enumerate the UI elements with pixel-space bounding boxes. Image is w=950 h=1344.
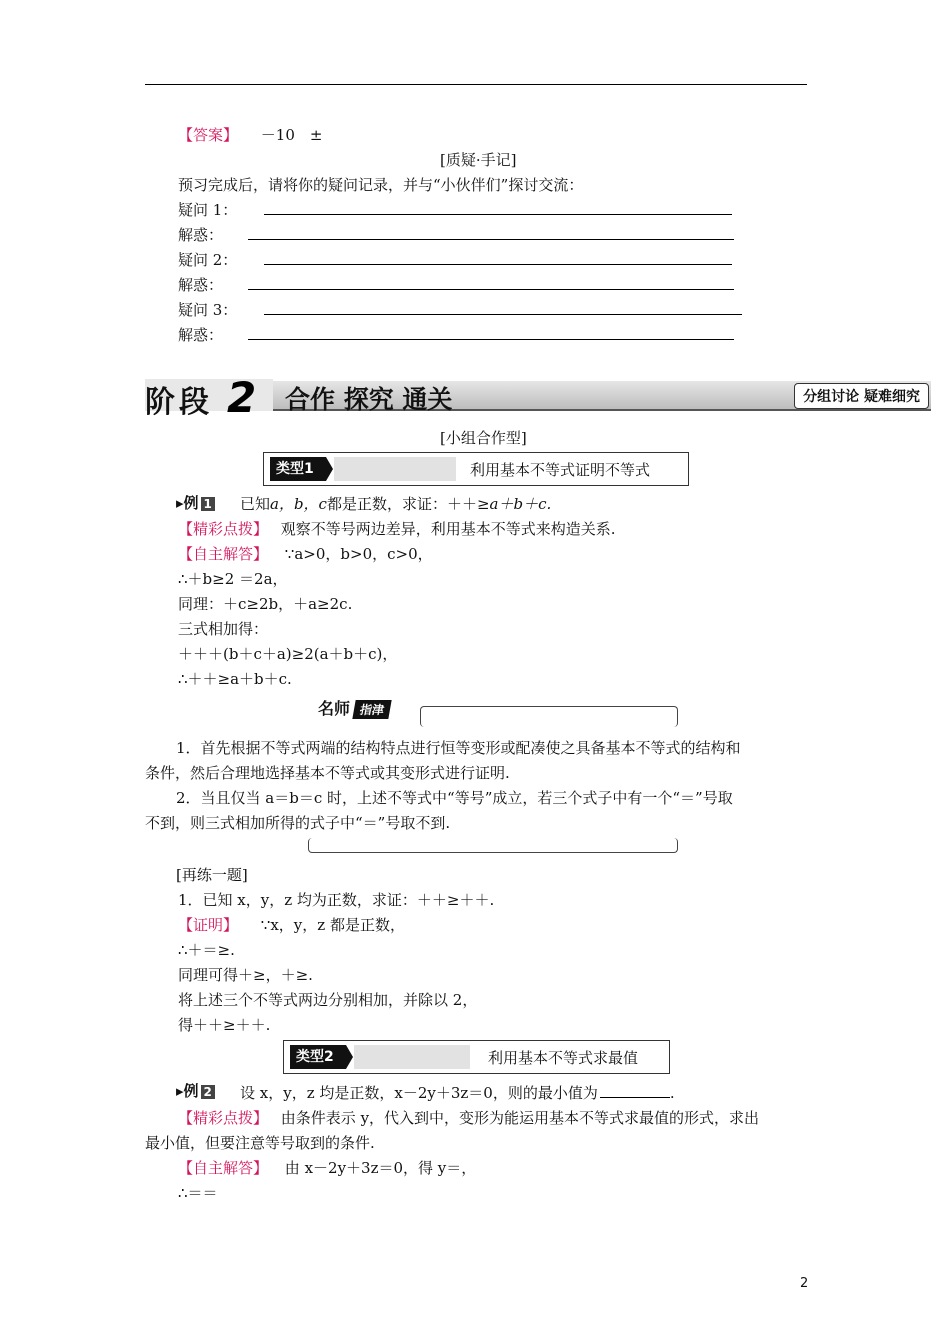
example2-problem-end: . [669,1084,675,1102]
example1-solve [178,543,433,564]
arrow-right-icon [326,457,333,481]
teacher-box-title [318,696,390,719]
example2-hint [178,1107,759,1128]
teacher-badge: 指津 [352,700,391,719]
example1-num: 1 [201,497,215,511]
example1-problem-b: 都是正数，求证：＋＋≥ [326,495,490,513]
answer-text: －10 ± [260,126,323,144]
note-line-3 [178,249,732,270]
example1-step: 三式相加得： [178,620,269,638]
practice-proof [178,914,405,935]
solve-tag: 【自主解答】 [178,1159,269,1177]
proof-tag: 【证明】 [178,916,239,934]
teacher-p2b: 不到，则三式相加所得的式子中“＝”号取不到. [145,814,451,832]
note-label: 解惑： [178,276,224,294]
example2-solve [178,1157,476,1178]
stage-label: 阶段 [145,385,213,420]
type1-text: 利用基本不等式证明不等式 [470,461,651,479]
example2-problem [240,1082,675,1103]
type1-box [263,452,689,486]
answer-blank[interactable] [600,1083,670,1098]
page-number: 2 [800,1276,809,1291]
note-label: 解惑： [178,226,224,244]
note-line-1 [178,199,732,220]
stage-number: 2 [227,373,257,422]
solve-first: ∵a>0，b>0，c>0， [284,545,433,563]
hint-text: 观察不等号两边差异，利用基本不等式来构造关系. [280,520,616,538]
practice-step: 得＋＋≥＋＋. [178,1016,271,1034]
example2-step: ∴＝＝ [178,1184,218,1202]
example1-problem-c: a＋b＋c. [489,495,552,513]
example1-hint [178,518,616,539]
example-arrow-icon: ▸ [176,1082,184,1100]
note-blank[interactable] [248,225,734,240]
note-blank[interactable] [248,275,734,290]
arrow-right-icon [346,1045,353,1069]
note-label: 疑问 3： [178,301,238,319]
note-label: 疑问 2： [178,251,238,269]
practice-step: ∴＋＝≥. [178,941,235,959]
practice-step: 同理可得＋≥，＋≥. [178,966,313,984]
hint-tag: 【精彩点拨】 [178,520,269,538]
answer-tag: 【答案】 [178,126,239,144]
example1-step: ∴＋＋≥a＋b＋c. [178,670,292,688]
teacher-p1b: 条件，然后合理地选择基本不等式或其变形式进行证明. [145,764,510,782]
example1-problem [240,493,551,514]
solve-tag: 【自主解答】 [178,545,269,563]
hint-tag: 【精彩点拨】 [178,1109,269,1127]
notes-intro: 预习完成后，请将你的疑问记录，并与“小伙伴们”探讨交流： [178,176,584,194]
hint-text: 由条件表示 y，代入到中，变形为能运用基本不等式求最值的形式，求出 [280,1109,760,1127]
example2-problem-text: 设 x，y，z 均是正数，x－2y＋3z＝0，则的最小值为 [240,1084,598,1102]
teacher-box-bottom [308,838,678,853]
note-blank[interactable] [264,250,732,265]
type2-text: 利用基本不等式求最值 [488,1049,639,1067]
note-line-4 [178,274,734,295]
stage-tag: 分组讨论 疑难细究 [794,383,929,409]
teacher-p1a: 1．首先根据不等式两端的结构特点进行恒等变形或配凑使之具备基本不等式的结构和 [176,739,741,757]
note-line-6 [178,324,734,345]
example2-hint-cont: 最小值，但要注意等号取到的条件. [145,1134,375,1152]
type2-grey [354,1045,470,1069]
practice-title: [再练一题] [176,866,248,884]
practice-problem: 1．已知 x，y，z 均为正数，求证：＋＋≥＋＋. [178,891,495,909]
stage-banner [145,373,931,422]
teacher-p2a: 2．当且仅当 a＝b＝c 时，上述不等式中“等号”成立，若三个式子中有一个“＝”号取 [176,789,733,807]
proof-first: ∵x，y，z 都是正数， [260,916,405,934]
note-label: 疑问 1： [178,201,238,219]
example2-marker [176,1080,215,1101]
type1-label: 类型1 [270,457,326,481]
answer-line [178,124,322,145]
header-rule [145,84,807,85]
example-arrow-icon: ▸ [176,494,184,512]
example1-step: 同理：＋c≥2b，＋a≥2c. [178,595,353,613]
note-label: 解惑： [178,326,224,344]
solve-text: 由 x－2y＋3z＝0，得 y＝， [284,1159,477,1177]
practice-step: 将上述三个不等式两边分别相加，并除以 2， [178,991,478,1009]
teacher-box-top [420,706,678,727]
example2-num: 2 [201,1085,215,1099]
note-blank[interactable] [248,325,734,340]
note-blank[interactable] [264,300,742,315]
type1-grey [334,457,456,481]
note-blank[interactable] [264,200,732,215]
type2-label: 类型2 [290,1045,346,1069]
note-line-2 [178,224,734,245]
teacher-title: 名师 [318,699,351,718]
example1-marker [176,492,215,513]
example2-mark: 例 [183,1082,199,1100]
example1-problem-a: 已知 [240,495,271,513]
type2-box [283,1040,670,1074]
example1-step: ＋＋＋(b＋c＋a)≥2(a＋b＋c)， [178,645,398,663]
stage-title: 合作 探究 通关 [285,385,453,414]
example1-step: ∴＋b≥2 ＝2a， [178,570,288,588]
example1-problem-vars: a，b，c [270,495,327,513]
example1-mark: 例 [183,494,199,512]
note-line-5 [178,299,742,320]
group-label: [小组合作型] [440,429,527,447]
notes-title: [质疑·手记] [440,151,517,169]
